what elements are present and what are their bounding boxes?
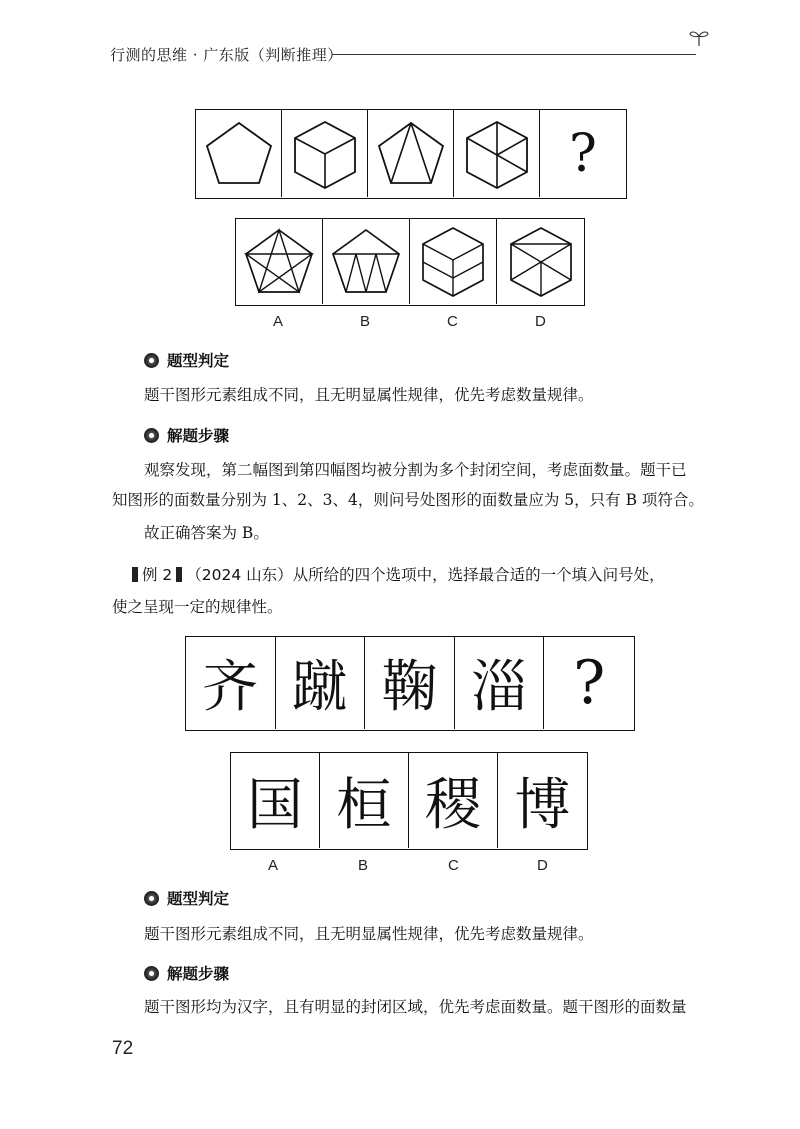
example-marker-right bbox=[176, 567, 182, 582]
option-label-c: C bbox=[447, 313, 458, 330]
option-c-char: 稷 bbox=[409, 753, 498, 848]
cube-two-face-figure bbox=[285, 114, 365, 194]
pentagon-star-lines-figure bbox=[326, 222, 406, 302]
header-rule bbox=[332, 54, 696, 55]
option-label-b: B bbox=[360, 313, 371, 330]
example2-stem-row bbox=[185, 636, 635, 731]
example1-stem-row bbox=[195, 109, 627, 199]
question-type-label: 题型判定 bbox=[167, 352, 230, 370]
solution-line-1: 观察发现，第二幅图到第四幅图均被分割为多个封闭空间，考虑面数量。题干已 bbox=[144, 461, 687, 479]
solution-steps-heading bbox=[144, 962, 229, 984]
example-marker-left bbox=[132, 567, 138, 582]
option-a-figure bbox=[236, 219, 323, 304]
option-label-d: D bbox=[535, 313, 546, 330]
option-label-c: C bbox=[448, 857, 459, 874]
stem-char-1: 齐 bbox=[186, 637, 276, 729]
running-header bbox=[110, 38, 710, 68]
solution-steps-label: 解题步骤 bbox=[167, 965, 230, 983]
pentagon-figure bbox=[199, 114, 279, 194]
hexagon-four-face-figure bbox=[457, 114, 537, 194]
example-prompt-line-2: 使之呈现一定的规律性。 bbox=[112, 598, 283, 616]
hexagon-cross-figure bbox=[501, 222, 581, 302]
stem-figure-1 bbox=[196, 110, 282, 197]
option-b-figure bbox=[323, 219, 410, 304]
option-label-a: A bbox=[268, 857, 279, 874]
stem-char-2: 蹴 bbox=[276, 637, 366, 729]
option-label-a: A bbox=[273, 313, 284, 330]
example1-option-labels bbox=[235, 313, 585, 333]
example2-prompt bbox=[128, 560, 728, 590]
example2-options-row bbox=[230, 752, 588, 850]
question-type-text: 题干图形元素组成不同，且无明显属性规律，优先考虑数量规律。 bbox=[144, 925, 594, 943]
solution-answer: 故正确答案为 B。 bbox=[144, 524, 269, 542]
section-bullet-icon bbox=[144, 353, 159, 368]
page-number: 72 bbox=[112, 1038, 134, 1059]
question-mark: ? bbox=[569, 123, 597, 184]
stacked-cube-figure bbox=[413, 222, 493, 302]
stem-char-4: 淄 bbox=[455, 637, 545, 729]
example1-options-row bbox=[235, 218, 585, 306]
header-title: 行测的思维 · 广东版（判断推理） bbox=[110, 46, 343, 64]
section-bullet-icon bbox=[144, 966, 159, 981]
question-type-heading bbox=[144, 349, 229, 371]
option-b-char: 桓 bbox=[320, 753, 409, 848]
stem-figure-4 bbox=[454, 110, 540, 197]
pentagram-in-pentagon-figure bbox=[239, 222, 319, 302]
stem-char-3: 鞠 bbox=[365, 637, 455, 729]
stem-figure-2 bbox=[282, 110, 368, 197]
example-label: 例 2 bbox=[142, 566, 173, 584]
question-type-label: 题型判定 bbox=[167, 890, 230, 908]
option-a-char: 国 bbox=[231, 753, 320, 848]
question-cell bbox=[540, 110, 626, 197]
option-d-char: 博 bbox=[514, 772, 571, 838]
option-d-figure bbox=[497, 219, 584, 304]
solution-line-2: 知图形的面数量分别为 1、2、3、4，则问号处图形的面数量应为 5，只有 B 项符合。 bbox=[112, 491, 704, 509]
example2-option-labels bbox=[230, 857, 588, 877]
example-prompt-line-1: 从所给的四个选项中，选择最合适的一个填入问号处， bbox=[292, 566, 665, 584]
question-type-heading bbox=[144, 887, 229, 909]
question-type-text: 题干图形元素组成不同，且无明显属性规律，优先考虑数量规律。 bbox=[144, 386, 594, 404]
option-c-figure bbox=[410, 219, 497, 304]
example-source: （2024 山东） bbox=[186, 566, 293, 584]
pentagon-triangles-figure bbox=[371, 114, 451, 194]
sprout-icon bbox=[688, 28, 710, 48]
solution-line-1: 题干图形均为汉字，且有明显的封闭区域，优先考虑面数量。题干图形的面数量 bbox=[144, 998, 687, 1016]
option-label-b: B bbox=[358, 857, 369, 874]
section-bullet-icon bbox=[144, 891, 159, 906]
option-label-d: D bbox=[537, 857, 548, 874]
solution-steps-label: 解题步骤 bbox=[167, 427, 230, 445]
question-mark: ? bbox=[573, 648, 606, 718]
stem-figure-3 bbox=[368, 110, 454, 197]
solution-steps-heading bbox=[144, 424, 229, 446]
section-bullet-icon bbox=[144, 428, 159, 443]
